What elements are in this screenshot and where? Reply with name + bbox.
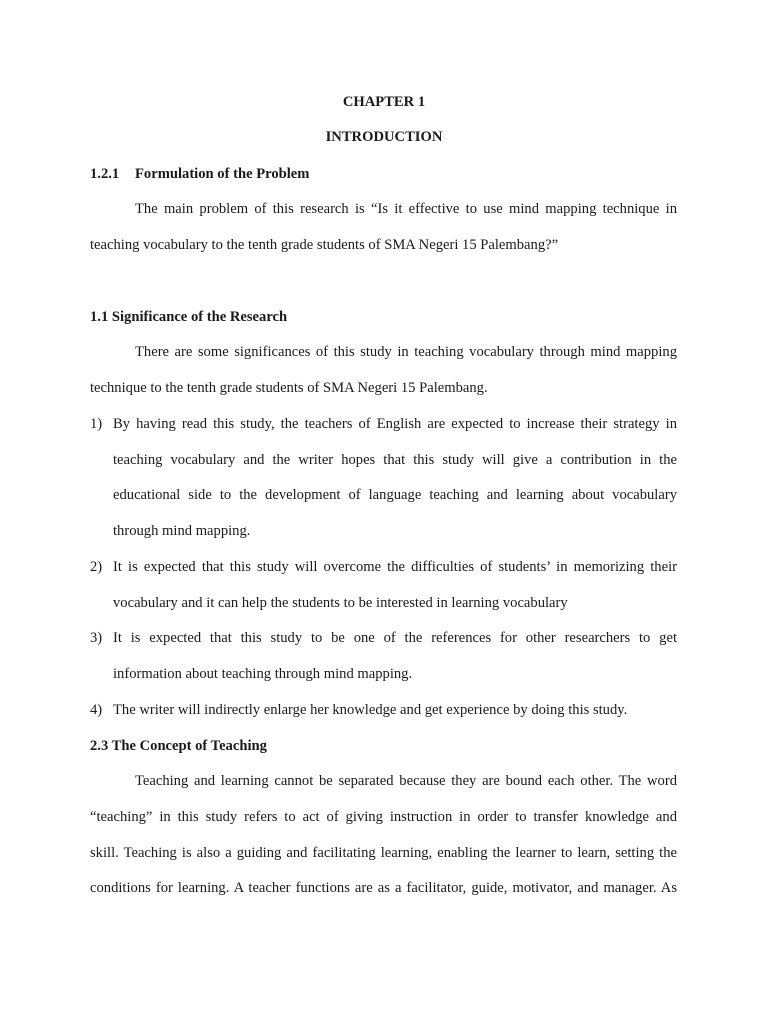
list-item-number: 3) (90, 630, 103, 646)
paragraph-line: The main problem of this research is “Is it effective to use mind mapping technique in (135, 201, 677, 217)
list-item-line: vocabulary and it can help the students to be interested in learning vocabulary (113, 595, 568, 611)
list-item-line: educational side to the development of language teaching and learning about vocabulary (113, 487, 677, 503)
section-number: 1.2.1 (90, 166, 120, 182)
paragraph-line: “teaching” in this study refers to act of giving instruction in order to transfer knowledge and (90, 809, 677, 825)
paragraph-line: Teaching and learning cannot be separated because they are bound each other. The word (135, 773, 677, 789)
paragraph-line: There are some significances of this study in teaching vocabulary through mind mapping (135, 344, 677, 360)
paragraph-line: teaching vocabulary to the tenth grade students of SMA Negeri 15 Palembang?” (90, 237, 559, 253)
list-item-number: 4) (90, 702, 103, 718)
list-item-line: It is expected that this study will overcome the difficulties of students’ in memorizing their (113, 559, 677, 575)
paragraph-line: skill. Teaching is also a guiding and facilitating learning, enabling the learner to learn, setting the (90, 845, 677, 861)
list-item-line: information about teaching through mind mapping. (113, 666, 413, 682)
paragraph-line: conditions for learning. A teacher functions are as a facilitator, guide, motivator, and manager. As (90, 880, 677, 896)
list-item-line: The writer will indirectly enlarge her knowledge and get experience by doing this study. (113, 702, 628, 718)
paragraph-line: technique to the tenth grade students of SMA Negeri 15 Palembang. (90, 380, 488, 396)
list-item-line: It is expected that this study to be one of the references for other researchers to get (113, 630, 677, 646)
section-heading-problem (90, 165, 677, 183)
section-heading-significance: 1.1 Significance of the Research (90, 309, 288, 325)
section-heading-text: Formulation of the Problem (135, 166, 310, 182)
list-item-line: By having read this study, the teachers of English are expected to increase their strategy in (113, 416, 677, 432)
list-item-line: through mind mapping. (113, 523, 251, 539)
section-heading-teaching: 2.3 The Concept of Teaching (90, 738, 267, 754)
list-item-number: 2) (90, 559, 103, 575)
chapter-title: INTRODUCTION (325, 129, 443, 145)
list-item-number: 1) (90, 416, 103, 432)
list-item-line: teaching vocabulary and the writer hopes that this study will give a contribution in the (113, 452, 677, 468)
chapter-label: CHAPTER 1 (342, 94, 426, 110)
